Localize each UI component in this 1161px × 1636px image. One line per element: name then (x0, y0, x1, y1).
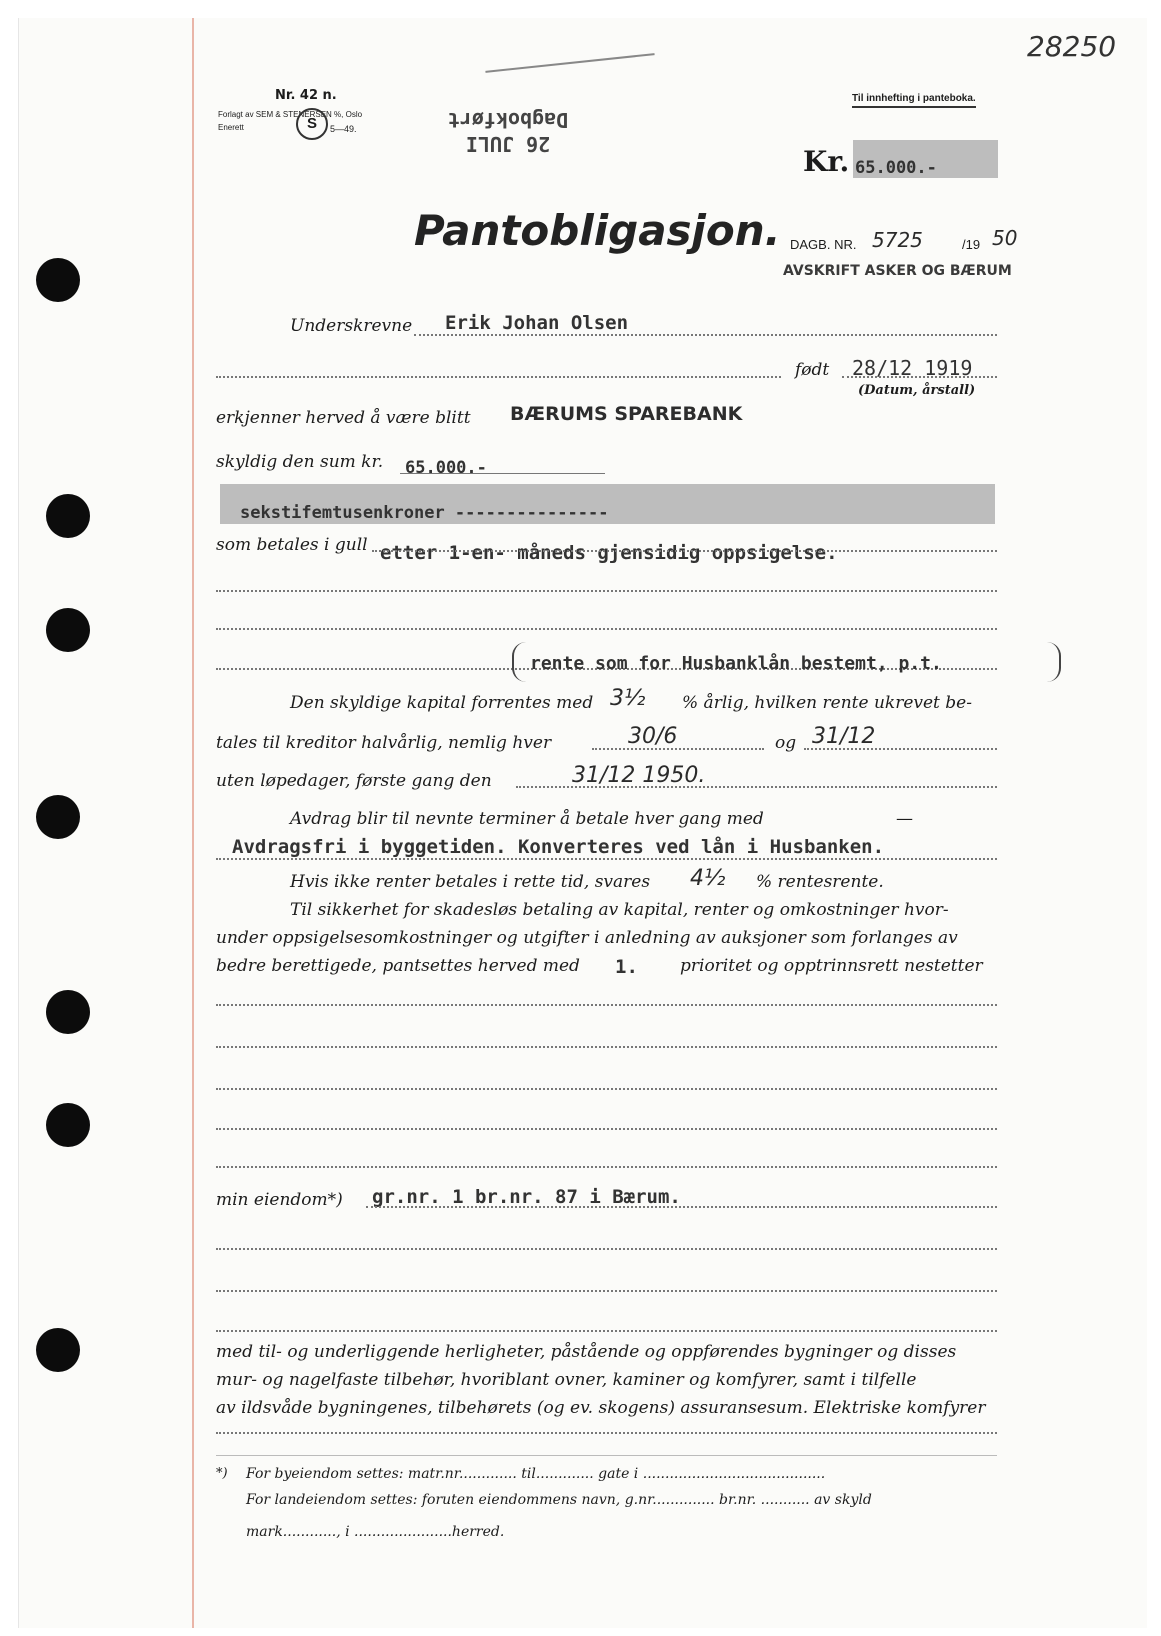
installment-dash: — (896, 809, 913, 829)
late-text-1: Hvis ikke renter betales i rette tid, svares (290, 872, 651, 892)
owing-dotline (400, 473, 605, 474)
property-value: gr.nr. 1 br.nr. 87 i Bærum. (372, 1186, 681, 1208)
form-number: Nr. 42 n. (275, 88, 337, 103)
blank-dotline (216, 1248, 997, 1250)
copy-stamp: AVSKRIFT ASKER OG BÆRUM (783, 263, 1012, 279)
dagb-year-prefix: /19 (962, 237, 981, 252)
installment-terms: Avdragsfri i byggetiden. Konverteres ved lån i Husbanken. (232, 836, 885, 858)
footnote-line-3: mark............, i ......................herred. (246, 1524, 505, 1540)
installment-dotline (216, 858, 997, 860)
born-dotline (842, 376, 997, 378)
publisher-logo-icon: S (296, 108, 328, 140)
punch-hole (46, 608, 90, 652)
blank-dotline (216, 1330, 997, 1332)
dagb-year: 50 (992, 226, 1018, 250)
received-stamp-date: 26 JULI (465, 132, 551, 156)
binding-note: Til innhefting i panteboka. (852, 93, 976, 108)
born-date: 28/12 1919 (852, 356, 973, 380)
term-date-2: 31/12 (812, 724, 876, 749)
received-stamp (428, 108, 588, 156)
punch-hole (36, 795, 80, 839)
amount-words: sekstifemtusenkroner --------------- (240, 503, 609, 523)
first-time-date: 31/12 1950. (572, 763, 706, 788)
creditor-name: BÆRUMS SPAREBANK (510, 403, 743, 425)
publisher-line: Forlagt av SEM & STENERSEN %, Oslo (218, 110, 363, 119)
dagb-label: DAGB. NR. (790, 237, 857, 252)
term-date-1-dotline (592, 748, 764, 750)
amount-label: Kr. (803, 145, 850, 178)
born-hint: (Datum, årstall) (858, 383, 976, 398)
footnote-marker: *) (216, 1466, 228, 1481)
term-and: og (775, 733, 797, 753)
punch-hole (36, 1328, 80, 1372)
owing-label: skyldig den sum kr. (216, 452, 384, 472)
publisher-date: 5—49. (330, 124, 357, 134)
blank-dotline (216, 1128, 997, 1130)
born-label: født (795, 360, 830, 380)
payable-terms: etter 1-en- måneds gjensidig oppsigelse. (380, 542, 838, 564)
blank-dotline (216, 1166, 997, 1168)
punch-hole (46, 494, 90, 538)
received-stamp-label: Dagbokført (447, 108, 569, 132)
acknowledge-label: erkjenner herved å være blitt (216, 408, 471, 428)
blank-dotline (216, 590, 997, 592)
undersigned-label: Underskrevne (290, 316, 413, 336)
punch-hole (46, 1103, 90, 1147)
blank-dotline (216, 1290, 997, 1292)
late-text-2: % rentesrente. (756, 872, 884, 892)
amount-value: 65.000.- (855, 158, 937, 178)
interest-text-1: Den skyldige kapital forrentes med (290, 693, 594, 713)
undersigned-name: Erik Johan Olsen (445, 312, 629, 334)
blank-dotline (216, 628, 997, 630)
security-line-1: Til sikkerhet for skadesløs betaling av kapital, renter og omkostninger hvor- (290, 900, 949, 920)
blank-dotline (216, 1088, 997, 1090)
dagb-number: 5725 (872, 228, 923, 252)
closing-line-3: av ildsvåde bygningenes, tilbehørets (og ev. skogens) assuransesum. Elektriske komfyrer (216, 1398, 986, 1418)
property-dotline (366, 1206, 997, 1208)
born-leading-dotline (216, 376, 781, 378)
first-time-label: uten løpedager, første gang den (216, 771, 492, 791)
payable-dotline (372, 550, 997, 552)
margin-rule (192, 18, 194, 1628)
punch-hole (46, 990, 90, 1034)
document-title: Pantobligasjon. (414, 206, 781, 255)
footnote-line-1: For byeiendom settes: matr.nr............. til............. gate i ......................................... (246, 1466, 826, 1482)
term-date-2-dotline (804, 748, 997, 750)
blank-dotline (216, 1432, 997, 1434)
late-rate: 4½ (690, 866, 726, 891)
installment-label: Avdrag blir til nevnte terminer å betale hver gang med (290, 809, 764, 829)
closing-line-2: mur- og nagelfaste tilbehør, hvoriblant ovner, kaminer og komfyrer, samt i tilfelle (216, 1370, 917, 1390)
closing-line-1: med til- og underliggende herligheter, påstående og oppførendes bygninger og disses (216, 1342, 957, 1362)
first-time-dotline (516, 786, 997, 788)
punch-hole (36, 258, 80, 302)
payable-label: som betales i gull (216, 535, 368, 555)
term-date-1: 30/6 (628, 724, 678, 749)
footnote-line-2: For landeiendom settes: foruten eiendommens navn, g.nr.............. br.nr. ........... av skyld (246, 1492, 872, 1508)
interest-text-3: tales til kreditor halvårlig, nemlig hver (216, 733, 552, 753)
security-line-3a: bedre berettigede, pantsettes herved med (216, 956, 580, 976)
interest-rate: 3½ (610, 686, 646, 711)
rate-note: rente som for Husbanklån bestemt, p.t. (530, 653, 942, 674)
page-number: 28250 (1027, 30, 1117, 63)
security-line-3b: prioritet og opptrinnsrett nestetter (680, 956, 983, 976)
security-line-2: under oppsigelsesomkostninger og utgifter i anledning av auksjoner som forlanges av (216, 928, 958, 948)
property-label: min eiendom*) (216, 1190, 343, 1210)
priority-value: 1. (615, 956, 638, 978)
undersigned-dotline (414, 334, 997, 336)
publisher-enerett: Enerett (218, 123, 244, 132)
owing-amount: 65.000.- (405, 458, 487, 478)
interest-text-2: % årlig, hvilken rente ukrevet be- (682, 693, 972, 713)
blank-dotline (216, 1004, 997, 1006)
blank-dotline (216, 1046, 997, 1048)
footnote-divider (216, 1455, 997, 1456)
